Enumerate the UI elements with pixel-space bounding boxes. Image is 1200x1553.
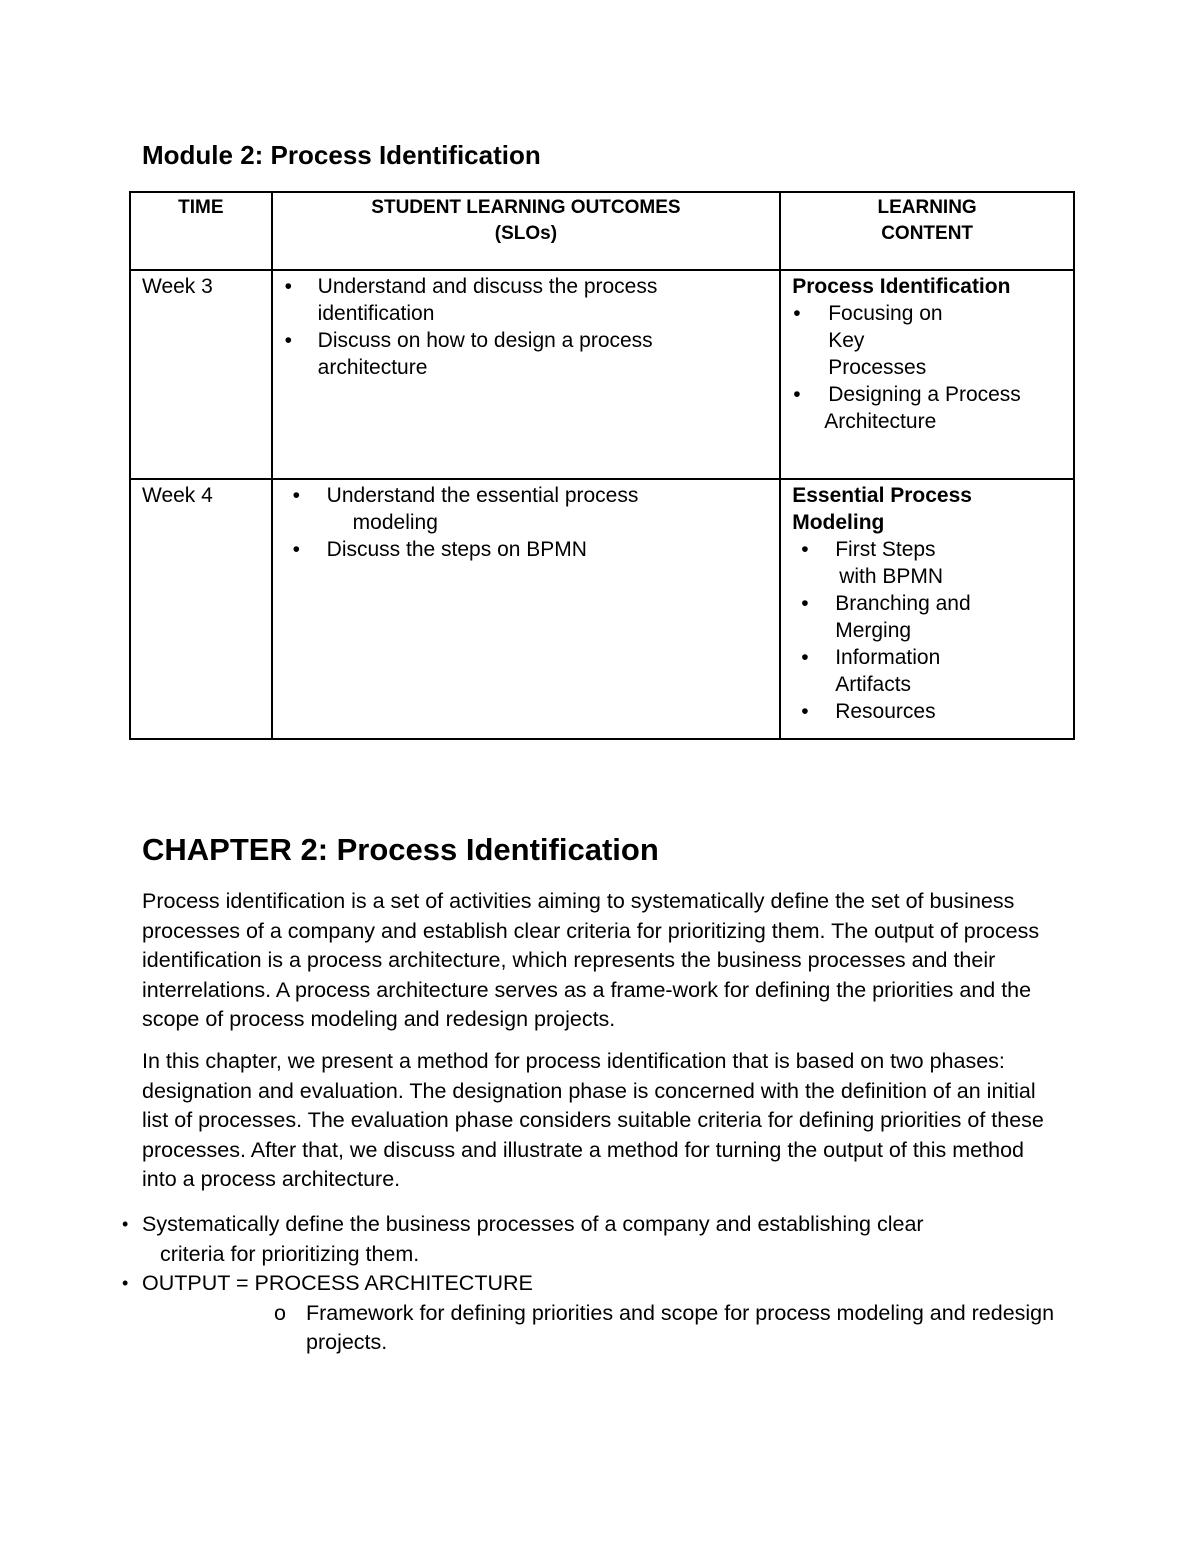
cell-slos <box>272 270 781 479</box>
bullet-icon: • <box>292 484 301 507</box>
bullet-icon: • <box>284 329 293 352</box>
bullet-icon: • <box>292 538 301 561</box>
bullet-icon: • <box>801 592 809 615</box>
table-row <box>130 479 1074 739</box>
content-list <box>792 300 1073 435</box>
list-item: • Discuss on how to design a process architecture <box>284 329 653 379</box>
bullet-icon: • <box>122 1273 129 1294</box>
bullet-icon: • <box>801 700 809 723</box>
bullet-icon: • <box>801 646 809 669</box>
header-time: TIME <box>130 192 272 270</box>
list-item: • OUTPUT = PROCESS ARCHITECTURE o Framework for defining priorities and scope for process modeling and redesign projects. <box>118 1269 1078 1358</box>
module-title: Module 2: Process Identification <box>142 140 541 170</box>
cell-learning-content <box>780 479 1074 739</box>
table-row <box>130 270 1074 479</box>
cell-time: Week 3 <box>130 270 272 479</box>
paragraph-method: In this chapter, we present a method for process identification that is based on two phases: designation and evaluation. The designation phase is concerned with the definition of an initial list of processes. The evaluation phase considers suitable criteria for defining priorities of these processes. After that, we discuss and illustrate a method for turning the output of this method into a process architecture. <box>142 1049 1044 1192</box>
slo-list <box>273 482 780 563</box>
bullet-icon: • <box>793 383 801 406</box>
cell-slos <box>272 479 781 739</box>
summary-bullets <box>118 1210 1078 1358</box>
list-item: • Systematically define the business processes of a company and establishing clear criteria for prioritizing them. <box>122 1212 924 1266</box>
bullet-icon: • <box>284 275 293 298</box>
paragraph-intro: Process identification is a set of activities aiming to systematically define the set of business processes of a company and establish clear criteria for prioritizing them. The output of process identification is a process architecture, which represents the business processes and their interrelations. A process architecture serves as a frame-work for defining the priorities and the scope of process modeling and redesign projects. <box>142 889 1040 1032</box>
list-item: • Understand and discuss the process identification <box>284 275 658 325</box>
list-item: • Branching and Merging <box>801 592 971 642</box>
header-slos: STUDENT LEARNING OUTCOMES (SLOs) <box>272 192 781 270</box>
bullet-icon: • <box>801 538 809 561</box>
circle-bullet-icon: o <box>274 1300 286 1325</box>
bullet-icon: • <box>122 1214 129 1234</box>
list-item: o Framework for defining priorities and scope for process modeling and redesign projects. <box>274 1300 1055 1355</box>
learning-outcomes-table <box>129 191 1075 740</box>
bullet-icon: • <box>793 302 801 325</box>
chapter-title: CHAPTER 2: Process Identification <box>142 832 659 867</box>
content-heading: Process Identification <box>792 275 1011 298</box>
cell-time: Week 4 <box>130 479 272 739</box>
slo-list <box>273 273 780 381</box>
list-item: • Information Artifacts <box>801 646 941 696</box>
list-item: • Understand the essential process modeling <box>292 484 639 534</box>
content-heading: Essential Process Modeling <box>792 484 972 534</box>
list-item: • Focusing on Key Processes <box>793 302 943 379</box>
list-item: • Designing a Process Architecture <box>793 383 1021 433</box>
sub-bullets <box>274 1299 1078 1358</box>
cell-learning-content <box>780 270 1074 479</box>
table-header-row <box>130 192 1074 270</box>
list-item: • First Steps with BPMN <box>801 538 944 588</box>
list-item: • Discuss the steps on BPMN <box>292 538 587 561</box>
header-learning-content: LEARNING CONTENT <box>780 192 1074 270</box>
list-item: • Resources <box>801 700 936 723</box>
content-list <box>792 536 1073 725</box>
